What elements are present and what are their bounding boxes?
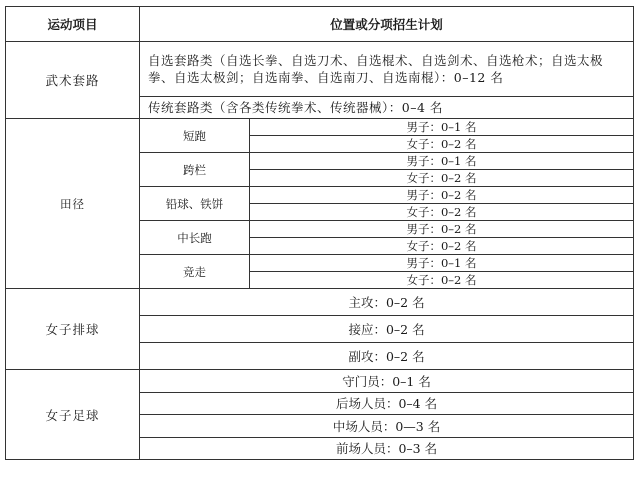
event-name: 中长跑 — [140, 221, 250, 255]
quota-female: 女子：0–2 名 — [250, 136, 634, 153]
table-row — [6, 370, 634, 393]
sport-womens-football: 女子足球 — [6, 370, 140, 460]
header-plan: 位置或分项招生计划 — [140, 7, 634, 42]
quota-female: 女子：0–2 名 — [250, 272, 634, 289]
quota-female: 女子：0–2 名 — [250, 170, 634, 187]
position-quota: 主攻：0–2 名 — [140, 289, 634, 316]
header-row — [6, 7, 634, 42]
table-row — [6, 289, 634, 316]
quota-female: 女子：0–2 名 — [250, 238, 634, 255]
position-quota: 副攻：0–2 名 — [140, 343, 634, 370]
event-name: 竞走 — [140, 255, 250, 289]
position-quota: 中场人员：0—3 名 — [140, 415, 634, 438]
table-row — [6, 42, 634, 97]
wushu-optional-routines: 自选套路类（自选长拳、自选刀术、自选棍术、自选剑术、自选枪术；自选太极拳、自选太极剑；自选南拳、自选南刀、自选南棍）：0–12 名 — [140, 42, 634, 97]
quota-female: 女子：0–2 名 — [250, 204, 634, 221]
quota-male: 男子：0–1 名 — [250, 153, 634, 170]
sport-wushu: 武术套路 — [6, 42, 140, 119]
enrollment-plan-table — [5, 6, 634, 460]
event-name: 短跑 — [140, 119, 250, 153]
position-quota: 守门员：0–1 名 — [140, 370, 634, 393]
quota-male: 男子：0–2 名 — [250, 221, 634, 238]
position-quota: 前场人员：0–3 名 — [140, 437, 634, 460]
event-name: 跨栏 — [140, 153, 250, 187]
quota-male: 男子：0–1 名 — [250, 255, 634, 272]
quota-male: 男子：0–1 名 — [250, 119, 634, 136]
position-quota: 后场人员：0–4 名 — [140, 392, 634, 415]
header-sport: 运动项目 — [6, 7, 140, 42]
quota-male: 男子：0–2 名 — [250, 187, 634, 204]
wushu-traditional-routines: 传统套路类（含各类传统拳术、传统器械）：0–4 名 — [140, 97, 634, 119]
sport-womens-volleyball: 女子排球 — [6, 289, 140, 370]
position-quota: 接应：0–2 名 — [140, 316, 634, 343]
event-name: 铅球、铁饼 — [140, 187, 250, 221]
sport-track-field: 田径 — [6, 119, 140, 289]
table-row — [6, 119, 634, 136]
